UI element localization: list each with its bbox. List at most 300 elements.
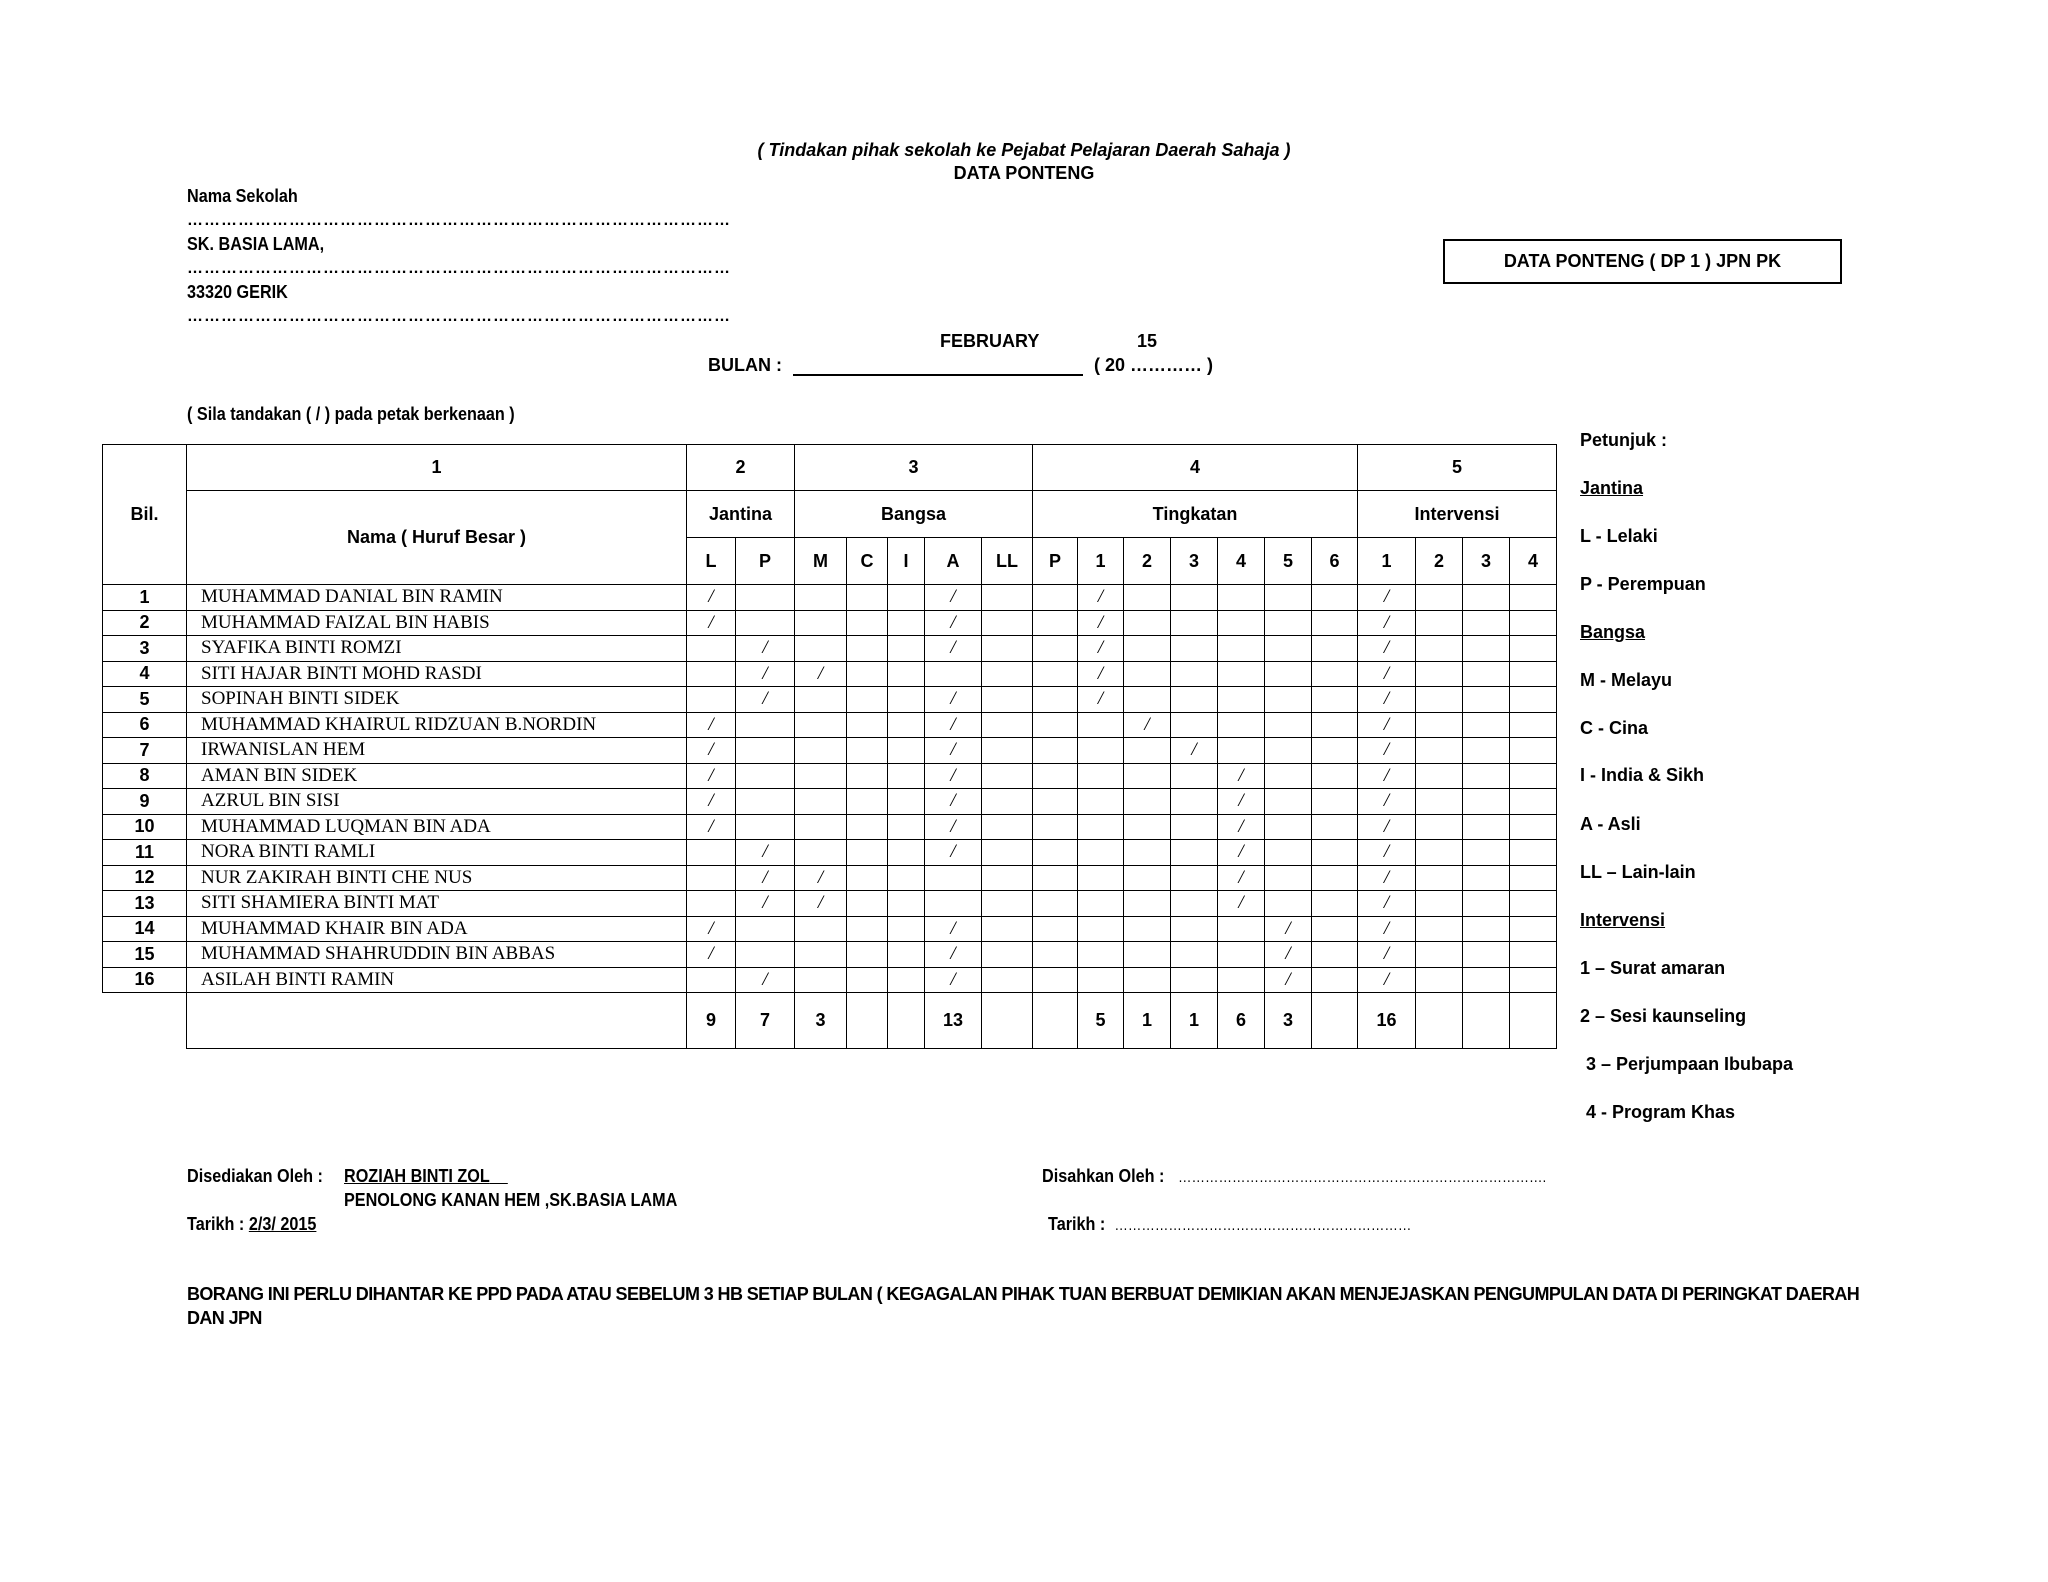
empty-cell[interactable]: [888, 585, 925, 611]
empty-cell[interactable]: [847, 840, 888, 866]
empty-cell[interactable]: [1078, 763, 1124, 789]
empty-cell[interactable]: [1510, 687, 1557, 713]
check-mark-cell[interactable]: /: [687, 789, 736, 815]
empty-cell[interactable]: [687, 840, 736, 866]
check-mark-cell[interactable]: /: [795, 661, 847, 687]
totals-name-blank: [187, 993, 687, 1049]
check-mark-cell[interactable]: /: [1218, 891, 1265, 917]
empty-cell[interactable]: [1510, 661, 1557, 687]
check-mark-cell[interactable]: /: [1358, 942, 1416, 968]
empty-cell[interactable]: [1033, 814, 1078, 840]
empty-cell[interactable]: [925, 891, 982, 917]
table-row: [103, 814, 1557, 840]
empty-cell[interactable]: [1416, 738, 1463, 764]
empty-cell[interactable]: [1033, 585, 1078, 611]
empty-cell[interactable]: [1510, 712, 1557, 738]
empty-cell[interactable]: [1171, 585, 1218, 611]
empty-cell[interactable]: [1265, 865, 1312, 891]
empty-cell[interactable]: [1463, 865, 1510, 891]
check-mark-cell[interactable]: /: [925, 789, 982, 815]
empty-cell[interactable]: [1510, 916, 1557, 942]
empty-cell[interactable]: [736, 942, 795, 968]
empty-cell[interactable]: [1218, 610, 1265, 636]
empty-cell[interactable]: [1510, 967, 1557, 993]
empty-cell[interactable]: [982, 610, 1033, 636]
empty-cell[interactable]: [888, 738, 925, 764]
empty-cell[interactable]: [1265, 661, 1312, 687]
check-mark-cell[interactable]: /: [687, 585, 736, 611]
empty-cell[interactable]: [1510, 840, 1557, 866]
empty-cell[interactable]: [795, 840, 847, 866]
empty-cell[interactable]: [736, 814, 795, 840]
check-mark-cell[interactable]: /: [736, 661, 795, 687]
empty-cell[interactable]: [982, 789, 1033, 815]
empty-cell[interactable]: [736, 712, 795, 738]
empty-cell[interactable]: [1416, 763, 1463, 789]
check-mark-cell[interactable]: /: [1171, 738, 1218, 764]
check-mark-cell[interactable]: /: [1265, 967, 1312, 993]
empty-cell[interactable]: [982, 891, 1033, 917]
empty-cell[interactable]: [1124, 610, 1171, 636]
empty-cell[interactable]: [847, 636, 888, 662]
empty-cell[interactable]: [1312, 585, 1358, 611]
empty-cell[interactable]: [1416, 814, 1463, 840]
row-name: SITI SHAMIERA BINTI MAT: [187, 891, 687, 917]
empty-cell[interactable]: [736, 789, 795, 815]
empty-cell[interactable]: [847, 661, 888, 687]
empty-cell[interactable]: [888, 942, 925, 968]
empty-cell[interactable]: [888, 865, 925, 891]
empty-cell[interactable]: [1265, 738, 1312, 764]
empty-cell[interactable]: [982, 712, 1033, 738]
check-mark-cell[interactable]: /: [1078, 661, 1124, 687]
check-mark-cell[interactable]: /: [795, 891, 847, 917]
empty-cell[interactable]: [1463, 636, 1510, 662]
check-mark-cell[interactable]: /: [1358, 687, 1416, 713]
empty-cell[interactable]: [847, 916, 888, 942]
empty-cell[interactable]: [1124, 891, 1171, 917]
empty-cell[interactable]: [1510, 636, 1557, 662]
empty-cell[interactable]: [1265, 585, 1312, 611]
empty-cell[interactable]: [982, 814, 1033, 840]
empty-cell[interactable]: [1265, 763, 1312, 789]
check-mark-cell[interactable]: /: [1358, 865, 1416, 891]
empty-cell[interactable]: [1033, 610, 1078, 636]
check-mark-cell[interactable]: /: [736, 636, 795, 662]
empty-cell[interactable]: [736, 585, 795, 611]
empty-cell[interactable]: [1312, 687, 1358, 713]
legend-heading: Bangsa: [1580, 622, 1646, 642]
empty-cell[interactable]: [795, 585, 847, 611]
empty-cell[interactable]: [982, 967, 1033, 993]
empty-cell[interactable]: [1171, 687, 1218, 713]
empty-cell[interactable]: [1312, 661, 1358, 687]
empty-cell[interactable]: [888, 840, 925, 866]
empty-cell[interactable]: [1416, 585, 1463, 611]
empty-cell[interactable]: [1218, 942, 1265, 968]
check-mark-cell[interactable]: /: [1358, 814, 1416, 840]
empty-cell[interactable]: [1312, 712, 1358, 738]
check-mark-cell[interactable]: /: [1218, 814, 1265, 840]
empty-cell[interactable]: [1218, 661, 1265, 687]
empty-cell[interactable]: [1463, 687, 1510, 713]
empty-cell[interactable]: [1312, 610, 1358, 636]
empty-cell[interactable]: [1218, 687, 1265, 713]
empty-cell[interactable]: [1078, 738, 1124, 764]
empty-cell[interactable]: [1078, 789, 1124, 815]
empty-cell[interactable]: [1171, 712, 1218, 738]
empty-cell[interactable]: [1416, 967, 1463, 993]
empty-cell[interactable]: [888, 661, 925, 687]
empty-cell[interactable]: [1416, 891, 1463, 917]
empty-cell[interactable]: [1171, 763, 1218, 789]
empty-cell[interactable]: [1033, 865, 1078, 891]
check-mark-cell[interactable]: /: [1358, 610, 1416, 636]
empty-cell[interactable]: [847, 610, 888, 636]
empty-cell[interactable]: [795, 763, 847, 789]
empty-cell[interactable]: [1312, 865, 1358, 891]
check-mark-cell[interactable]: /: [925, 763, 982, 789]
empty-cell[interactable]: [888, 814, 925, 840]
empty-cell[interactable]: [795, 636, 847, 662]
empty-cell[interactable]: [1033, 942, 1078, 968]
empty-cell[interactable]: [1510, 610, 1557, 636]
empty-cell[interactable]: [687, 687, 736, 713]
empty-cell[interactable]: [888, 763, 925, 789]
check-mark-cell[interactable]: /: [736, 865, 795, 891]
empty-cell[interactable]: [888, 687, 925, 713]
empty-cell[interactable]: [1416, 916, 1463, 942]
empty-cell[interactable]: [1463, 840, 1510, 866]
empty-cell[interactable]: [1510, 789, 1557, 815]
empty-cell[interactable]: [795, 814, 847, 840]
empty-cell[interactable]: [982, 840, 1033, 866]
empty-cell[interactable]: [1312, 789, 1358, 815]
empty-cell[interactable]: [1033, 738, 1078, 764]
empty-cell[interactable]: [1510, 763, 1557, 789]
empty-cell[interactable]: [1078, 967, 1124, 993]
empty-cell[interactable]: [1463, 763, 1510, 789]
empty-cell[interactable]: [1171, 916, 1218, 942]
empty-cell[interactable]: [1078, 840, 1124, 866]
empty-cell[interactable]: [1265, 636, 1312, 662]
empty-cell[interactable]: [1312, 840, 1358, 866]
empty-cell[interactable]: [1171, 661, 1218, 687]
empty-cell[interactable]: [1416, 712, 1463, 738]
empty-cell[interactable]: [888, 789, 925, 815]
check-mark-cell[interactable]: /: [925, 967, 982, 993]
empty-cell[interactable]: [1463, 738, 1510, 764]
empty-cell[interactable]: [1416, 636, 1463, 662]
empty-cell[interactable]: [1510, 738, 1557, 764]
check-mark-cell[interactable]: /: [1358, 712, 1416, 738]
empty-cell[interactable]: [925, 661, 982, 687]
check-mark-cell[interactable]: /: [1358, 661, 1416, 687]
empty-cell[interactable]: [1312, 636, 1358, 662]
empty-cell[interactable]: [1416, 840, 1463, 866]
check-mark-cell[interactable]: /: [1358, 763, 1416, 789]
empty-cell[interactable]: [795, 942, 847, 968]
check-mark-cell[interactable]: /: [736, 840, 795, 866]
check-mark-cell[interactable]: /: [925, 712, 982, 738]
check-mark-cell[interactable]: /: [1078, 687, 1124, 713]
empty-cell[interactable]: [1510, 942, 1557, 968]
empty-cell[interactable]: [1078, 865, 1124, 891]
empty-cell[interactable]: [1265, 712, 1312, 738]
empty-cell[interactable]: [982, 763, 1033, 789]
total-cell-13: [1312, 993, 1358, 1049]
empty-cell[interactable]: [1078, 916, 1124, 942]
empty-cell[interactable]: [1171, 610, 1218, 636]
empty-cell[interactable]: [1078, 891, 1124, 917]
empty-cell[interactable]: [1416, 610, 1463, 636]
empty-cell[interactable]: [736, 738, 795, 764]
empty-cell[interactable]: [1078, 942, 1124, 968]
empty-cell[interactable]: [1171, 814, 1218, 840]
empty-cell[interactable]: [1265, 814, 1312, 840]
empty-cell[interactable]: [888, 636, 925, 662]
empty-cell[interactable]: [1124, 661, 1171, 687]
empty-cell[interactable]: [1124, 865, 1171, 891]
empty-cell[interactable]: [1171, 636, 1218, 662]
empty-cell[interactable]: [888, 891, 925, 917]
check-mark-cell[interactable]: /: [736, 967, 795, 993]
empty-cell[interactable]: [1033, 636, 1078, 662]
check-mark-cell[interactable]: /: [1358, 916, 1416, 942]
check-mark-cell[interactable]: /: [1218, 865, 1265, 891]
check-mark-cell[interactable]: /: [736, 687, 795, 713]
empty-cell[interactable]: [1078, 814, 1124, 840]
empty-cell[interactable]: [1463, 585, 1510, 611]
empty-cell[interactable]: [1312, 763, 1358, 789]
empty-cell[interactable]: [1463, 891, 1510, 917]
table-row: [103, 967, 1557, 993]
empty-cell[interactable]: [1218, 636, 1265, 662]
empty-cell[interactable]: [1171, 840, 1218, 866]
check-mark-cell[interactable]: /: [687, 712, 736, 738]
empty-cell[interactable]: [1171, 891, 1218, 917]
empty-cell[interactable]: [736, 610, 795, 636]
check-mark-cell[interactable]: /: [687, 814, 736, 840]
empty-cell[interactable]: [1312, 814, 1358, 840]
empty-cell[interactable]: [888, 712, 925, 738]
empty-cell[interactable]: [1510, 865, 1557, 891]
empty-cell[interactable]: [847, 712, 888, 738]
check-mark-cell[interactable]: /: [1358, 585, 1416, 611]
check-mark-cell[interactable]: /: [687, 763, 736, 789]
check-mark-cell[interactable]: /: [925, 585, 982, 611]
check-mark-cell[interactable]: /: [687, 942, 736, 968]
empty-cell[interactable]: [847, 738, 888, 764]
empty-cell[interactable]: [1033, 712, 1078, 738]
empty-cell[interactable]: [795, 687, 847, 713]
empty-cell[interactable]: [795, 610, 847, 636]
empty-cell[interactable]: [1463, 610, 1510, 636]
check-mark-cell[interactable]: /: [687, 738, 736, 764]
empty-cell[interactable]: [1510, 814, 1557, 840]
empty-cell[interactable]: [1171, 789, 1218, 815]
empty-cell[interactable]: [982, 738, 1033, 764]
empty-cell[interactable]: [1265, 789, 1312, 815]
empty-cell[interactable]: [982, 636, 1033, 662]
dp1-box: [1443, 239, 1842, 284]
empty-cell[interactable]: [736, 916, 795, 942]
empty-cell[interactable]: [982, 942, 1033, 968]
check-mark-cell[interactable]: /: [687, 916, 736, 942]
empty-cell[interactable]: [687, 636, 736, 662]
empty-cell[interactable]: [1312, 738, 1358, 764]
empty-cell[interactable]: [1463, 967, 1510, 993]
empty-cell[interactable]: [1463, 661, 1510, 687]
empty-cell[interactable]: [795, 967, 847, 993]
empty-cell[interactable]: [982, 661, 1033, 687]
empty-cell[interactable]: [1124, 967, 1171, 993]
empty-cell[interactable]: [888, 610, 925, 636]
empty-cell[interactable]: [1124, 789, 1171, 815]
empty-cell[interactable]: [1171, 942, 1218, 968]
empty-cell[interactable]: [1218, 585, 1265, 611]
empty-cell[interactable]: [1078, 712, 1124, 738]
row-name: MUHAMMAD LUQMAN BIN ADA: [187, 814, 687, 840]
empty-cell[interactable]: [1171, 967, 1218, 993]
empty-cell[interactable]: [687, 661, 736, 687]
check-mark-cell[interactable]: /: [1265, 916, 1312, 942]
empty-cell[interactable]: [1265, 687, 1312, 713]
check-mark-cell[interactable]: /: [736, 891, 795, 917]
empty-cell[interactable]: [1033, 661, 1078, 687]
empty-cell[interactable]: [1218, 738, 1265, 764]
empty-cell[interactable]: [1312, 891, 1358, 917]
empty-cell[interactable]: [982, 585, 1033, 611]
empty-cell[interactable]: [1033, 687, 1078, 713]
empty-cell[interactable]: [736, 763, 795, 789]
check-mark-cell[interactable]: /: [687, 610, 736, 636]
check-mark-cell[interactable]: /: [925, 814, 982, 840]
empty-cell[interactable]: [982, 916, 1033, 942]
empty-cell[interactable]: [1312, 916, 1358, 942]
empty-cell[interactable]: [1033, 891, 1078, 917]
empty-cell[interactable]: [1033, 916, 1078, 942]
empty-cell[interactable]: [1463, 789, 1510, 815]
empty-cell[interactable]: [847, 891, 888, 917]
check-mark-cell[interactable]: /: [795, 865, 847, 891]
check-mark-cell[interactable]: /: [925, 840, 982, 866]
empty-cell[interactable]: [1124, 687, 1171, 713]
check-mark-cell[interactable]: /: [1218, 840, 1265, 866]
empty-cell[interactable]: [1218, 967, 1265, 993]
row-bil: 12: [103, 865, 187, 891]
empty-cell[interactable]: [888, 967, 925, 993]
check-mark-cell[interactable]: /: [925, 610, 982, 636]
empty-cell[interactable]: [1463, 712, 1510, 738]
empty-cell[interactable]: [1124, 840, 1171, 866]
empty-cell[interactable]: [687, 865, 736, 891]
empty-cell[interactable]: [847, 789, 888, 815]
empty-cell[interactable]: [925, 865, 982, 891]
empty-cell[interactable]: [1312, 942, 1358, 968]
empty-cell[interactable]: [982, 865, 1033, 891]
empty-cell[interactable]: [795, 789, 847, 815]
legend-item: M - Melayu: [1580, 670, 1673, 690]
empty-cell[interactable]: [847, 942, 888, 968]
empty-cell[interactable]: [1033, 840, 1078, 866]
empty-cell[interactable]: [795, 712, 847, 738]
empty-cell[interactable]: [1124, 942, 1171, 968]
check-mark-cell[interactable]: /: [1218, 763, 1265, 789]
check-mark-cell[interactable]: /: [925, 738, 982, 764]
empty-cell[interactable]: [1124, 814, 1171, 840]
empty-cell[interactable]: [1124, 738, 1171, 764]
table-row: [103, 891, 1557, 917]
empty-cell[interactable]: [1124, 585, 1171, 611]
empty-cell[interactable]: [1510, 891, 1557, 917]
empty-cell[interactable]: [1033, 789, 1078, 815]
empty-cell[interactable]: [1463, 814, 1510, 840]
empty-cell[interactable]: [687, 891, 736, 917]
empty-cell[interactable]: [1510, 585, 1557, 611]
check-mark-cell[interactable]: /: [925, 636, 982, 662]
empty-cell[interactable]: [1218, 916, 1265, 942]
empty-cell[interactable]: [1416, 789, 1463, 815]
row-bil: 3: [103, 636, 187, 662]
empty-cell[interactable]: [847, 585, 888, 611]
empty-cell[interactable]: [1218, 712, 1265, 738]
empty-cell[interactable]: [1265, 891, 1312, 917]
empty-cell[interactable]: [1463, 916, 1510, 942]
empty-cell[interactable]: [795, 916, 847, 942]
empty-cell[interactable]: [982, 687, 1033, 713]
check-mark-cell[interactable]: /: [1358, 967, 1416, 993]
check-mark-cell[interactable]: /: [1358, 840, 1416, 866]
empty-cell[interactable]: [1124, 916, 1171, 942]
empty-cell[interactable]: [888, 916, 925, 942]
empty-cell[interactable]: [1416, 865, 1463, 891]
check-mark-cell[interactable]: /: [1124, 712, 1171, 738]
empty-cell[interactable]: [847, 814, 888, 840]
check-mark-cell[interactable]: /: [925, 942, 982, 968]
empty-cell[interactable]: [1265, 840, 1312, 866]
empty-cell[interactable]: [1463, 942, 1510, 968]
empty-cell[interactable]: [847, 865, 888, 891]
check-mark-cell[interactable]: /: [1358, 636, 1416, 662]
empty-cell[interactable]: [1265, 610, 1312, 636]
check-mark-cell[interactable]: /: [1078, 585, 1124, 611]
check-mark-cell[interactable]: /: [1358, 789, 1416, 815]
empty-cell[interactable]: [1416, 661, 1463, 687]
empty-cell[interactable]: [1171, 865, 1218, 891]
empty-cell[interactable]: [1124, 763, 1171, 789]
check-mark-cell[interactable]: /: [925, 916, 982, 942]
check-mark-cell[interactable]: /: [1218, 789, 1265, 815]
empty-cell[interactable]: [1312, 967, 1358, 993]
check-mark-cell[interactable]: /: [1078, 610, 1124, 636]
check-mark-cell[interactable]: /: [1078, 636, 1124, 662]
empty-cell[interactable]: [847, 687, 888, 713]
check-mark-cell[interactable]: /: [925, 687, 982, 713]
empty-cell[interactable]: [795, 738, 847, 764]
empty-cell[interactable]: [1416, 942, 1463, 968]
empty-cell[interactable]: [1033, 763, 1078, 789]
empty-cell[interactable]: [1124, 636, 1171, 662]
check-mark-cell[interactable]: /: [1265, 942, 1312, 968]
check-mark-cell[interactable]: /: [1358, 891, 1416, 917]
empty-cell[interactable]: [847, 763, 888, 789]
empty-cell[interactable]: [687, 967, 736, 993]
empty-cell[interactable]: [847, 967, 888, 993]
empty-cell[interactable]: [1416, 687, 1463, 713]
empty-cell[interactable]: [1033, 967, 1078, 993]
check-mark-cell[interactable]: /: [1358, 738, 1416, 764]
